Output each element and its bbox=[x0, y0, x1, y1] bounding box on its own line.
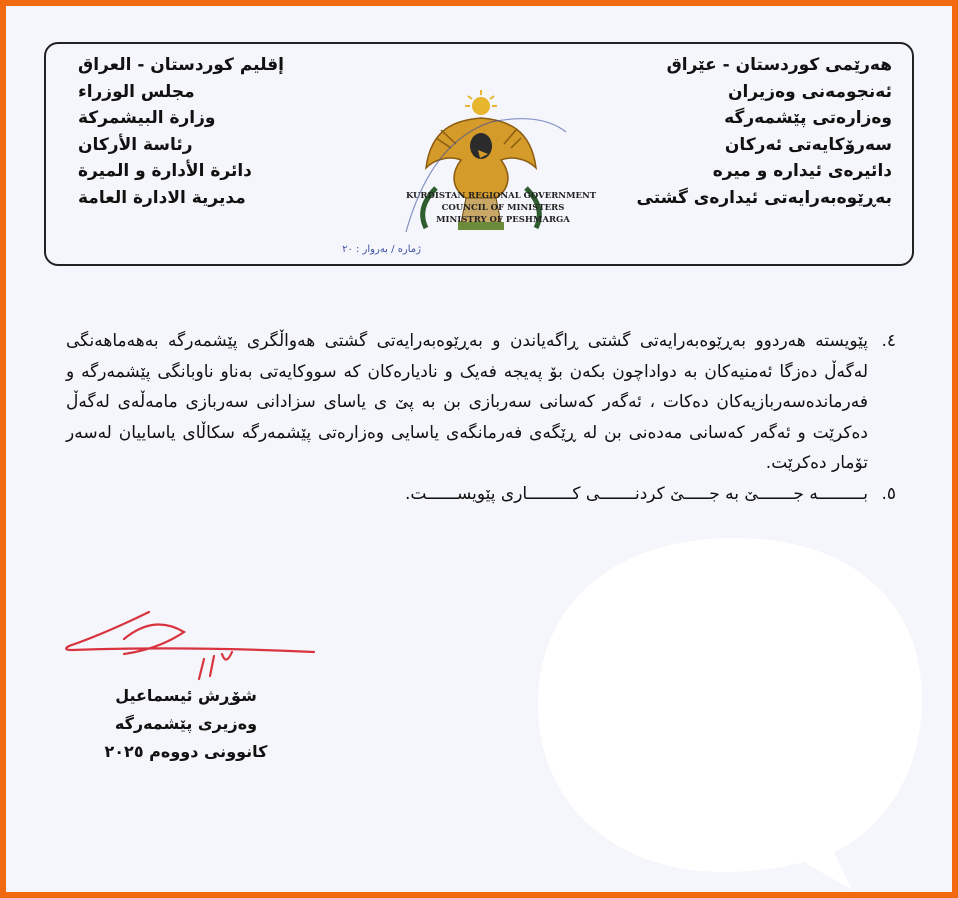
reference-stamp: ژمارە / بەروار : ۲۰ bbox=[342, 244, 421, 255]
ministry-stamp bbox=[342, 102, 621, 255]
emblem-line: COUNCIL OF MINISTERS bbox=[441, 203, 565, 213]
signer-block bbox=[76, 682, 296, 766]
signer-title: وەزیری پێشمەرگە bbox=[114, 714, 258, 733]
paragraph-5 bbox=[66, 479, 896, 510]
letterhead-line: هەرێمی کوردستان - عێراق bbox=[666, 55, 892, 75]
letterhead-line: مديرية الادارة العامة bbox=[78, 187, 246, 208]
letter-body bbox=[66, 326, 896, 509]
signer-name: شۆڕش ئیسماعیل bbox=[115, 686, 257, 705]
paragraph-number: ٥. bbox=[881, 483, 896, 504]
emblem-line: KURDISTAN REGIONAL GOVERNMENT bbox=[405, 191, 597, 201]
emblem-line: MINISTRY OF PESHMARGA bbox=[436, 215, 570, 225]
letterhead-line: وزارة البيشمركة bbox=[78, 108, 216, 128]
redaction-bubble bbox=[534, 534, 924, 894]
letterhead-line: سەرۆکایەتی ئەرکان bbox=[724, 134, 892, 155]
letterhead-arabic bbox=[78, 52, 368, 211]
letterhead-line: وەزارەتی پێشمەرگە bbox=[724, 108, 892, 128]
letterhead-line: مجلس الوزراء bbox=[78, 81, 195, 102]
letterhead-line: دائیرەی ئیدارە و میرە bbox=[712, 161, 892, 181]
letterhead-line: دائرة الأدارة و الميرة bbox=[78, 161, 252, 181]
paragraph-number: ٤. bbox=[881, 331, 896, 351]
letterhead-line: بەڕێوەبەرایەتی ئیدارەی گشتی bbox=[636, 187, 892, 208]
paragraph-text: بـــــــــە جـــــــێ بە جـــــێ کردنـــــــی کـــــــــاری پێویســــــت. bbox=[404, 483, 868, 504]
letterhead-line: إقليم كوردستان - العراق bbox=[78, 55, 284, 75]
paragraph-4 bbox=[66, 326, 896, 479]
letterhead-kurdish bbox=[632, 52, 892, 211]
letterhead-line: ئەنجومەنی وەزیران bbox=[727, 81, 892, 102]
signer-date: كانوونی دووەم ۲۰۲٥ bbox=[104, 742, 268, 761]
letterhead-line: رئاسة الأركان bbox=[78, 134, 193, 155]
paragraph-text: پێویستە هەردوو بەڕێوەبەرایەتی گشتی ڕاگەیاندن و بەڕێوەبەرایەتی گشتی هەواڵگری پێشمەرگە بەهەماهەنگی لەگەڵ دەزگا ئەمنیەکان بە دواداچون بکەن بۆ پەیجە فەیک و نادیارەکان کە سووکایەتی بەناو ناوبانگی پێشمەرگە و فەرماندەسەربازیەکان دەکات ، ئەگەر کەسانی سەربازی بن بە پێ ی یاسای سزادانی سەربازی مامەڵەی لەگەڵ دەکرێت و ئەگەر کەسانی مەدەنی بن لە ڕێگەی فەرمانگەی یاسایی وەزارەتی پێشمەرگە سکاڵای یاساییان لەسەر تۆمار دەکرێت. bbox=[66, 331, 868, 473]
